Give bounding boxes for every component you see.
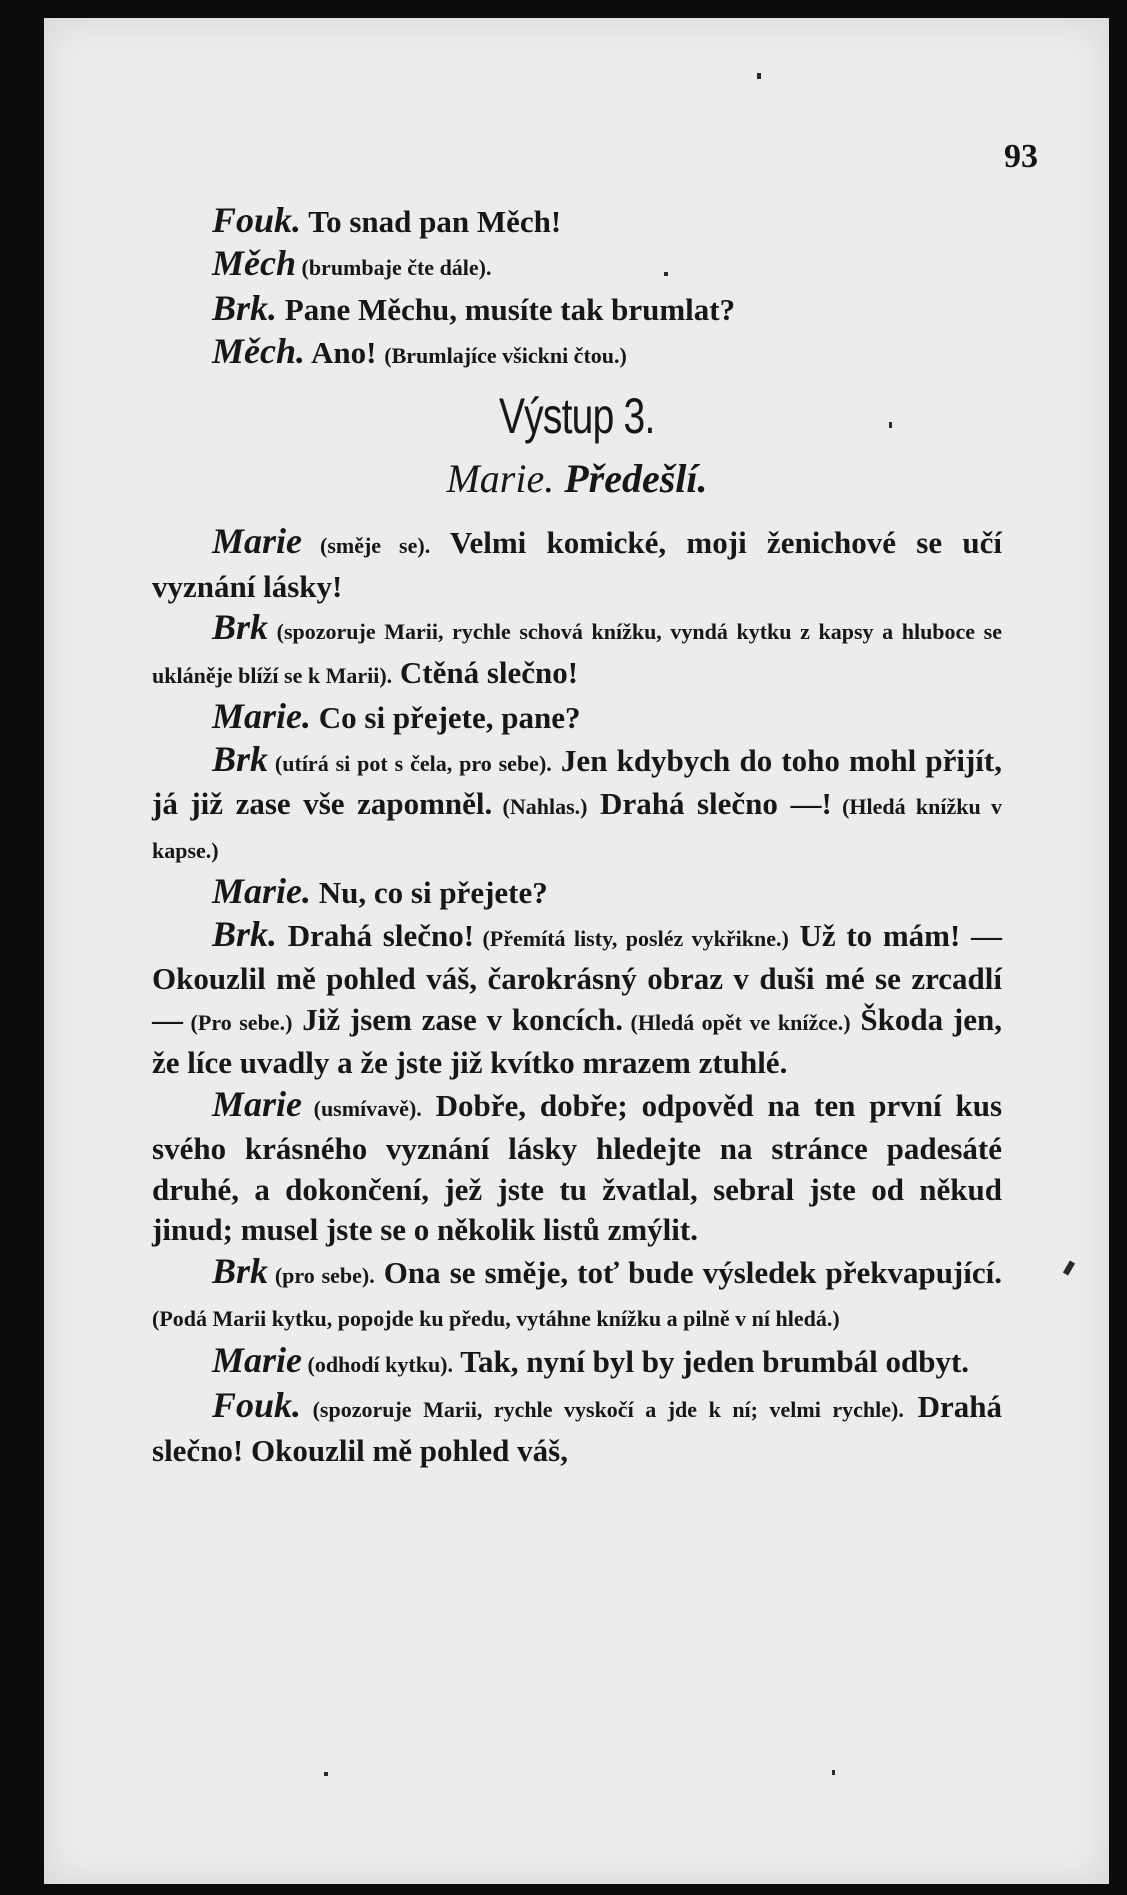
dialogue-paragraph xyxy=(152,1084,1002,1251)
stage-direction: (Přemítá listy, posléz vykřikne.) xyxy=(474,925,789,951)
paper-speck xyxy=(832,1770,835,1775)
stage-direction: (brumbaje čte dále). xyxy=(296,254,492,280)
dialogue-text: Pane Měchu, musíte tak brumlat? xyxy=(277,292,736,327)
dialogue-text: Drahá slečno! xyxy=(277,917,475,953)
scene-heading xyxy=(152,388,1002,507)
dialogue-paragraph xyxy=(152,331,1002,377)
dialogue-paragraph xyxy=(152,243,1002,289)
paper-speck xyxy=(757,73,761,79)
dialogue-text: Škoda jen, že líce uvadly a že jste již kvítko mrazem ztuhlé. xyxy=(152,1001,1002,1080)
dialogue-paragraph xyxy=(152,871,1002,914)
scene-character: Předešlí. xyxy=(564,456,708,501)
dialogue-text: Už to mám! — Okouzlil mě pohled váš, čarokrásný obraz v duši mé se zrcadlí — xyxy=(152,917,1002,1037)
dialogue-text: Ona se směje, toť bude výsledek překvapující. xyxy=(374,1254,1002,1290)
stage-direction: (Nahlas.) xyxy=(492,794,588,819)
dialogue-paragraph xyxy=(152,739,1002,872)
stage-direction: (spozoruje Marii, rychle schová knížku, vyndá kytku z kapsy a hluboce se ukláněje blíží se k Marii). xyxy=(152,619,1002,688)
dialogue-text: Drahá slečno —! xyxy=(587,786,832,821)
stage-direction: (Podá Marii kytku, popojde ku předu, vytáhne knížku a pilně v ní hledá.) xyxy=(152,1306,840,1331)
stage-direction: (Hledá opět ve knížce.) xyxy=(622,1009,851,1035)
paper-speck xyxy=(324,1772,328,1776)
speaker-name: Marie xyxy=(212,1339,302,1380)
stage-direction: (směje se). xyxy=(302,533,431,558)
speaker-name: Brk xyxy=(212,738,269,779)
dialogue-text: Nu, co si přejete? xyxy=(311,875,548,910)
dialogue-text: Velmi komické, moji ženichové se učí vyznání lásky! xyxy=(152,525,1002,604)
stage-direction: (Brumlajíce všickni čtou.) xyxy=(384,342,627,368)
dialogue-text: Drahá slečno! Okouzlil mě pohled váš, xyxy=(152,1389,1002,1468)
stage-direction: (pro sebe). xyxy=(268,1262,375,1288)
speaker-name: Brk. xyxy=(212,913,278,954)
speaker-name: Marie xyxy=(212,1083,302,1124)
dialogue-paragraph xyxy=(152,1385,1002,1471)
dialogue-text: Ctěná slečno! xyxy=(392,654,579,690)
speaker-name: Fouk. xyxy=(212,200,302,240)
dialogue-paragraph xyxy=(152,288,1002,331)
page-number: 93 xyxy=(1004,138,1038,175)
stage-direction: (Hledá knížku v kapse.) xyxy=(152,794,1003,863)
speaker-name: Brk. xyxy=(212,288,278,328)
speaker-name: Fouk. xyxy=(212,1385,302,1425)
speaker-name: Brk xyxy=(212,607,269,647)
dialogue-text: Tak, nyní byl by jeden brumbál odbyt. xyxy=(453,1343,970,1379)
speaker-name: Marie xyxy=(212,521,302,561)
dialogue-text: Již jsem zase v koncích. xyxy=(292,1001,623,1037)
stage-direction: (spozoruje Marii, rychle vyskočí a jde k ní; velmi rychle). xyxy=(301,1397,904,1422)
dialogue-text: Jen kdybych do toho mohl přijít, já již zase vše zapomněl. xyxy=(152,742,1002,821)
scene-title: Výstup 3. xyxy=(499,388,655,444)
dialogue-text: Ano! xyxy=(305,334,385,370)
speaker-name: Marie. xyxy=(212,871,311,911)
dialogue-text: Dobře, dobře; odpověd na ten první kus svého krásného vyznání lásky hledejte na stránce padesáté druhé, a dokončení, jež jste tu žvatlal, sebral jste od někud jinud; musel jste se o několik listů zmýlit. xyxy=(152,1087,1003,1247)
dialogue-paragraph xyxy=(152,521,1002,607)
play-text xyxy=(152,200,1002,1471)
speaker-name: Měch xyxy=(212,242,296,283)
dialogue-paragraph xyxy=(152,607,1002,696)
dialogue-paragraph xyxy=(152,914,1002,1084)
paper-speck xyxy=(1063,1260,1075,1275)
book-page xyxy=(44,18,1109,1884)
dialogue-paragraph xyxy=(152,1251,1002,1340)
stage-direction: (usmívavě). xyxy=(302,1095,422,1121)
scene-character: Marie. xyxy=(446,456,555,501)
dialogue-text: To snad pan Měch! xyxy=(301,204,562,239)
speaker-name: Brk xyxy=(212,1250,269,1291)
stage-direction: (odhodí kytku). xyxy=(302,1351,454,1377)
speaker-name: Marie. xyxy=(212,696,311,736)
dialogue-text: Co si přejete, pane? xyxy=(311,700,581,735)
dialogue-paragraph xyxy=(152,1340,1002,1386)
dialogue-paragraph xyxy=(152,200,1002,243)
scene-characters xyxy=(152,451,1002,507)
dialogue-paragraph xyxy=(152,696,1002,739)
stage-direction: (utírá si pot s čela, pro sebe). xyxy=(268,750,552,776)
speaker-name: Měch. xyxy=(212,330,305,371)
stage-direction: (Pro sebe.) xyxy=(183,1009,293,1035)
